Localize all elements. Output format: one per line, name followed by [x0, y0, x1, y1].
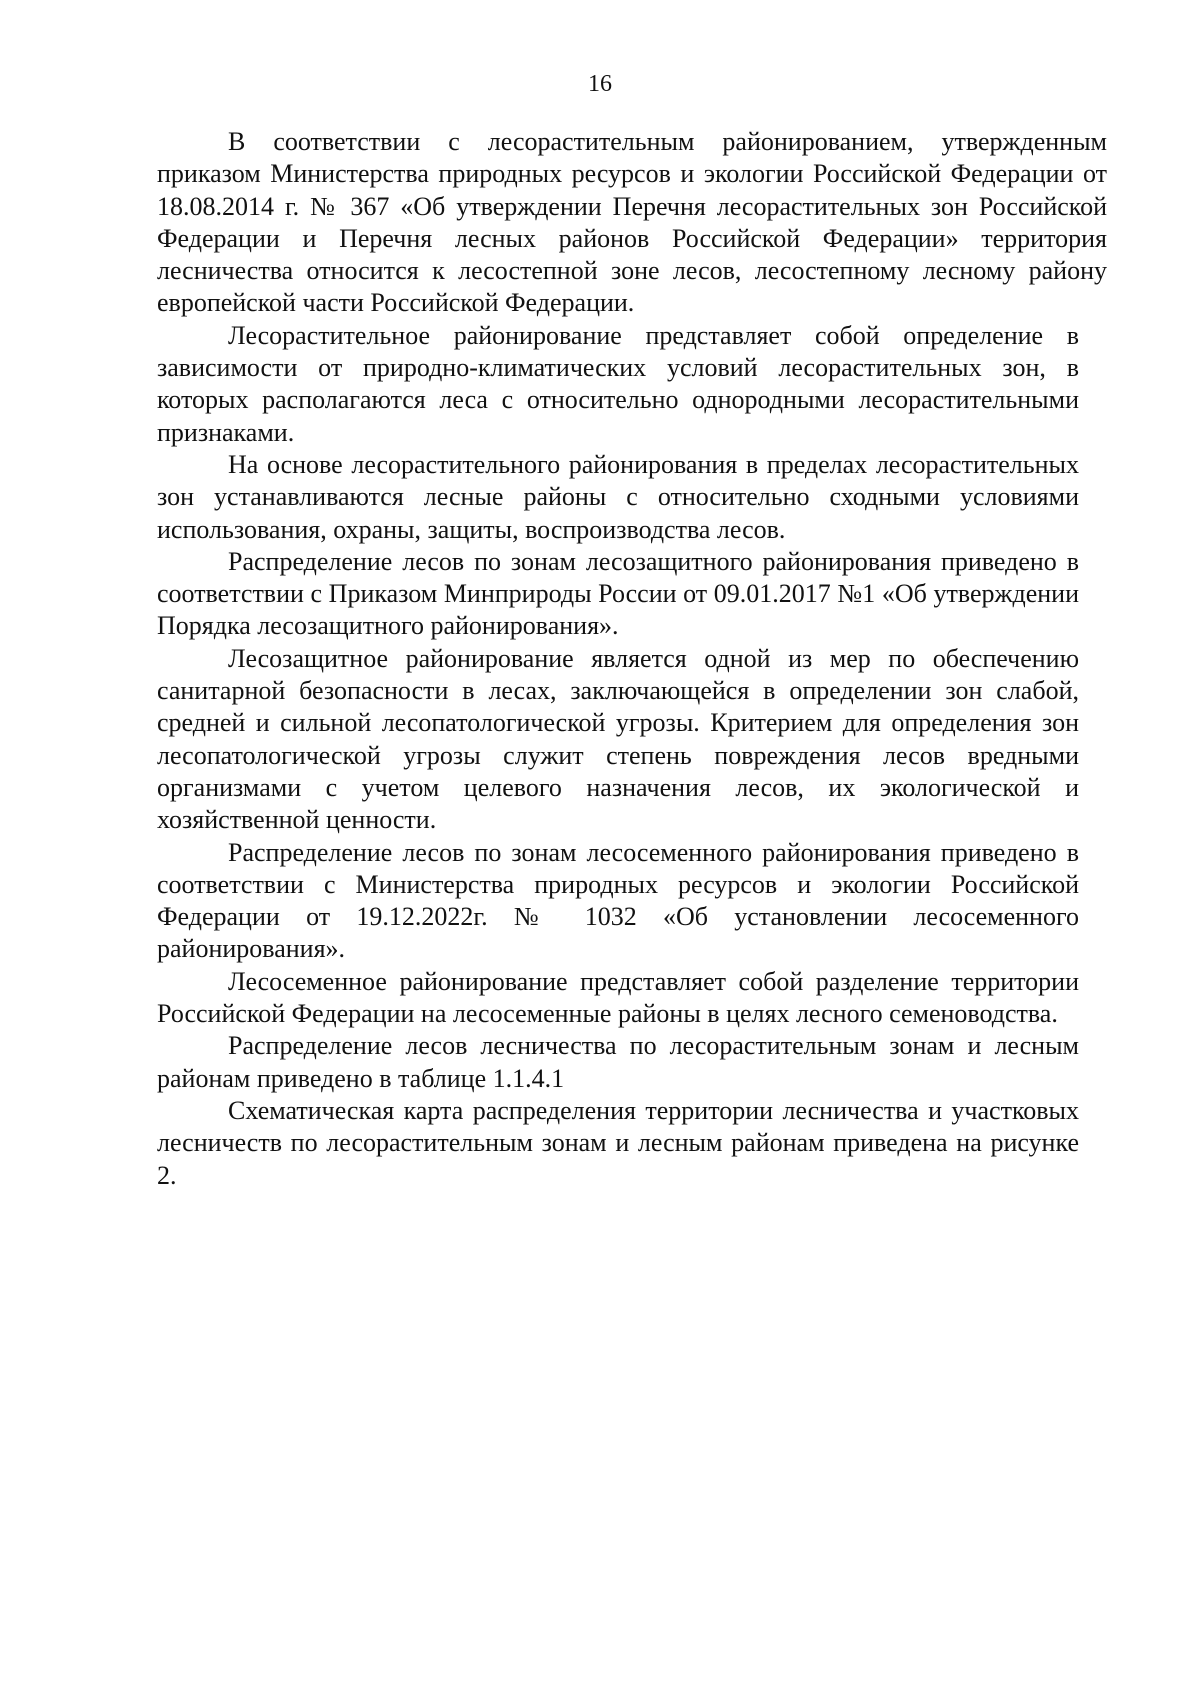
paragraph-seed-zoning-definition: Лесосеменное районирование представляет собой разделение территории Российской Федерации на лесосеменные районы в целях лесного семеноводства.: [157, 966, 1079, 1029]
page-number: 16: [588, 71, 612, 97]
paragraph-forest-zoning-definition: Лесорастительное районирование представляет собой определение в зависимости от природно-климатических условий лесорастительных зон, в которых располагаются леса с относительно однородными лесорастительными признаками.: [157, 320, 1079, 447]
paragraph-figure-reference: Схематическая карта распределения территории лесничества и участковых лесничеств по лесорастительным зонам и лесным районам приведена на рисунке 2.: [157, 1095, 1079, 1190]
paragraph-table-reference: Распределение лесов лесничества по лесорастительным зонам и лесным районам приведено в таблице 1.1.4.1: [157, 1031, 1079, 1093]
document-body: [157, 126, 1107, 1192]
paragraph-seed-zoning: Распределение лесов по зонам лесосеменного районирования приведено в соответствии с Министерства природных ресурсов и экологии Российской Федерации от 19.12.2022г. № 1032 «Об установлении лесосеменного районирования».: [157, 837, 1079, 964]
paragraph-forest-districts: На основе лесорастительного районирования в пределах лесорастительных зон устанавливаются лесные районы с относительно сходными условиями использования, охраны, защиты, воспроизводства лесов.: [157, 449, 1079, 544]
paragraph-forest-protection-zoning: Распределение лесов по зонам лесозащитного районирования приведено в соответствии с Приказом Минприроды России от 09.01.2017 №1 «Об утверждении Порядка лесозащитного районирования».: [157, 546, 1079, 641]
paragraph-forest-protection-definition: Лесозащитное районирование является одной из мер по обеспечению санитарной безопасности в лесах, заключающейся в определении зон слабой, средней и сильной лесопатологической угрозы. Критерием для определения зон лесопатологической угрозы служит степень повреждения лесов вредными организмами с учетом целевого назначения лесов, их экологической и хозяйственной ценности.: [157, 643, 1079, 835]
paragraph-forest-zoning-order: В соответствии с лесорастительным районированием, утвержденным приказом Министерства природных ресурсов и экологии Российской Федерации от 18.08.2014 г. № 367 «Об утверждении Перечня лесорастительных зон Российской Федерации и Перечня лесных районов Российской Федерации» территория лесничества относится к лесостепной зоне лесов, лесостепному лесному району европейской части Российской Федерации.: [157, 127, 1107, 318]
